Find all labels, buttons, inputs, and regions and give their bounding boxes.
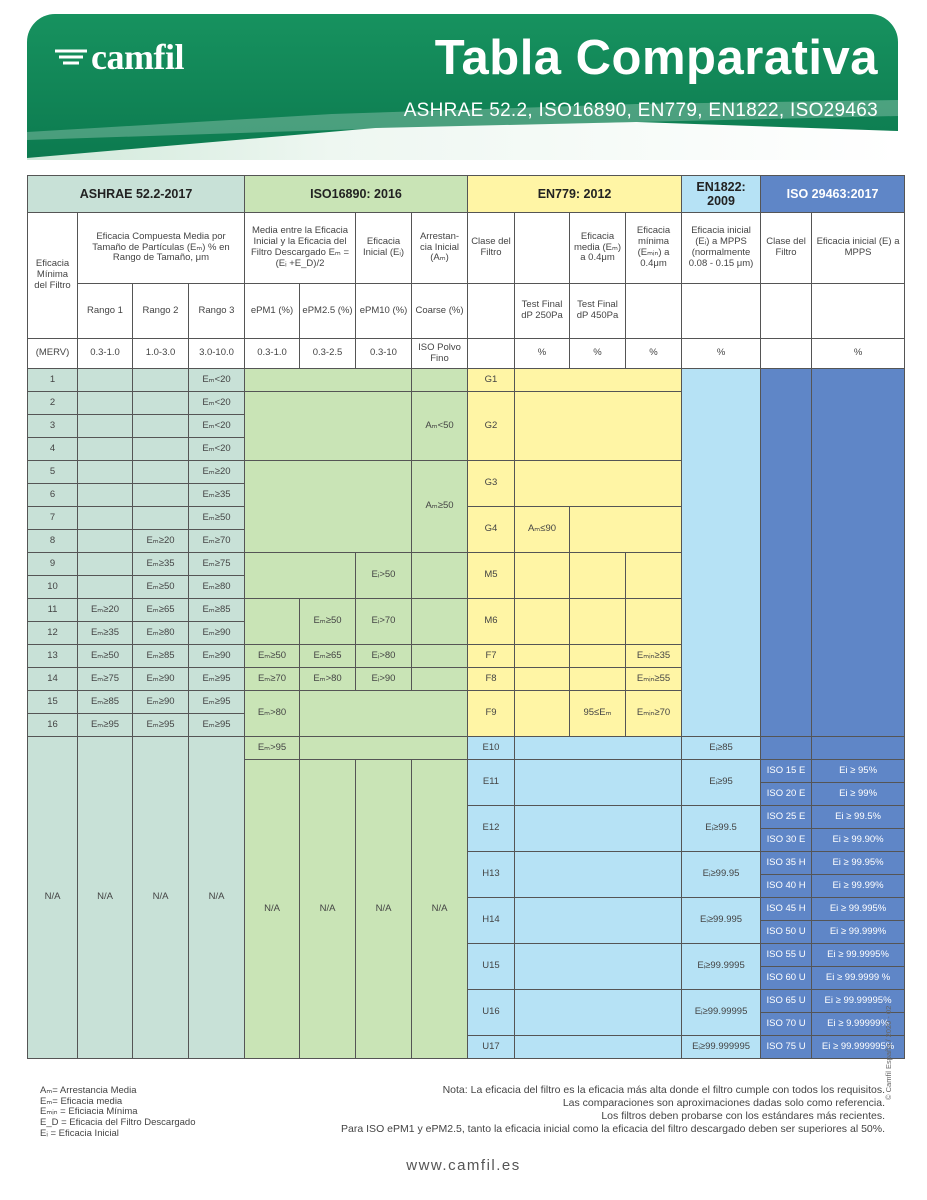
rango1-cell: Eₘ≥95: [78, 714, 133, 737]
rango2-cell: Eₘ≥90: [133, 668, 189, 691]
rango1-cell: Eₘ≥35: [78, 622, 133, 645]
rango3-cell: Eₘ≥95: [189, 668, 245, 691]
iso29463-value-cell: Ei ≥ 99.5%: [812, 806, 905, 829]
merv-cell: 8: [28, 530, 78, 553]
group-en779: EN779: 2012: [468, 176, 682, 213]
iso29463-class-cell: ISO 50 U: [761, 921, 812, 944]
epm10-cell: Eᵢ>90: [356, 668, 412, 691]
header-iso-media: Media entre la Eficacia Inicial y la Eficacia del Filtro Descargado Eₘ = (Eᵢ +E_D)/2: [245, 213, 356, 284]
header-e10: 0.3-10: [356, 339, 412, 369]
en779-empty: [515, 691, 570, 737]
iso29463-value-cell: Ei ≥ 9.99999%: [812, 1013, 905, 1036]
rango1-cell: Eₘ≥85: [78, 691, 133, 714]
en779-class-cell: E10: [468, 737, 515, 760]
en779-empty: [515, 852, 682, 898]
epm1-cell: Eₘ>95: [245, 737, 300, 760]
en779-empty: [515, 944, 682, 990]
iso29463-value-cell: Ei ≥ 99.99995%: [812, 990, 905, 1013]
rango2-cell: [133, 415, 189, 438]
rango2-cell: Eₘ≥35: [133, 553, 189, 576]
iso29463-empty: [761, 369, 812, 737]
iso29463-value-cell: Ei ≥ 95%: [812, 760, 905, 783]
rango1-cell: [78, 484, 133, 507]
na-cell: N/A: [28, 737, 78, 1059]
rango2-cell: Eₘ≥90: [133, 691, 189, 714]
note-line: Para ISO ePM1 y ePM2.5, tanto la eficacia inicial como la eficacia del filtro descargado deben ser superiores al 50%.: [341, 1123, 885, 1136]
iso29463-class-cell: ISO 70 U: [761, 1013, 812, 1036]
header-rango1: Rango 1: [78, 284, 133, 339]
header-epm1: ePM1 (%): [245, 284, 300, 339]
header-en779-media: Eficacia media (Eₘ) a 0.4μm: [570, 213, 626, 284]
group-en1822: EN1822: 2009: [682, 176, 761, 213]
merv-cell: 15: [28, 691, 78, 714]
header-test450: Test Final dP 450Pa: [570, 284, 626, 339]
merv-cell: 11: [28, 599, 78, 622]
iso29463-class-cell: ISO 15 E: [761, 760, 812, 783]
iso29463-value-cell: Ei ≥ 99%: [812, 783, 905, 806]
en1822-cell: Eᵢ≥99.99995: [682, 990, 761, 1036]
en779-media-cell: 95≤Eₘ: [570, 691, 626, 737]
logo-mark-icon: [53, 47, 89, 67]
merv-cell: 10: [28, 576, 78, 599]
en779-empty: [570, 668, 626, 691]
en779-empty: [515, 461, 682, 507]
header-empty-1: [468, 284, 515, 339]
en779-empty: [515, 599, 570, 645]
iso16890-empty: [245, 461, 412, 553]
rango2-cell: Eₘ≥85: [133, 645, 189, 668]
rango3-cell: Eₘ<20: [189, 369, 245, 392]
iso29463-value-cell: Ei ≥ 99.9995%: [812, 944, 905, 967]
en779-empty: [570, 507, 682, 553]
legend-item: E_D = Eficacia del Filtro Descargado: [40, 1116, 196, 1128]
rango3-cell: Eₘ≥75: [189, 553, 245, 576]
iso29463-class-cell: ISO 40 H: [761, 875, 812, 898]
legend: [40, 1086, 196, 1139]
en1822-cell: Eᵢ≥85: [682, 737, 761, 760]
rango2-cell: Eₘ≥95: [133, 714, 189, 737]
iso29463-value-cell: Ei ≥ 99.999%: [812, 921, 905, 944]
header-empty-4: [761, 284, 812, 339]
en1822-cell: Eᵢ≥99.9995: [682, 944, 761, 990]
header-pct-3: %: [626, 339, 682, 369]
comparison-table: [27, 175, 905, 1059]
rango3-cell: Eₘ≥50: [189, 507, 245, 530]
rango2-cell: [133, 392, 189, 415]
iso29463-value-cell: Ei ≥ 99.90%: [812, 829, 905, 852]
legend-item: Eₘ= Eficacia media: [40, 1095, 123, 1107]
rango2-cell: [133, 438, 189, 461]
merv-cell: 16: [28, 714, 78, 737]
iso16890-empty: [412, 599, 468, 645]
iso29463-value-cell: Ei ≥ 99.95%: [812, 852, 905, 875]
merv-cell: 3: [28, 415, 78, 438]
en779-class-cell: H14: [468, 898, 515, 944]
rango1-cell: [78, 530, 133, 553]
header-iso-inicial: Eficacia Inicial (Eᵢ): [356, 213, 412, 284]
epm10-cell: Eᵢ>70: [356, 599, 412, 645]
epm1-cell: Eₘ≥70: [245, 668, 300, 691]
en1822-cell: Eᵢ≥95: [682, 760, 761, 806]
rango1-cell: Eₘ≥50: [78, 645, 133, 668]
note-line: Nota: La eficacia del filtro es la eficacia más alta donde el filtro cumple con todos los requisitos.: [442, 1084, 885, 1096]
en779-media-cell: Aₘ≤90: [515, 507, 570, 553]
iso16890-empty: [245, 553, 356, 599]
merv-cell: 2: [28, 392, 78, 415]
en779-class-cell: G1: [468, 369, 515, 392]
iso29463-empty: [812, 369, 905, 737]
merv-cell: 12: [28, 622, 78, 645]
na-cell: N/A: [245, 760, 300, 1059]
rango1-cell: [78, 415, 133, 438]
iso29463-class-cell: ISO 55 U: [761, 944, 812, 967]
iso29463-class-cell: ISO 65 U: [761, 990, 812, 1013]
rango2-cell: [133, 507, 189, 530]
iso29463-class-cell: ISO 35 H: [761, 852, 812, 875]
en779-min-cell: Eₘᵢₙ≥35: [626, 645, 682, 668]
rango3-cell: Eₘ≥90: [189, 645, 245, 668]
na-cell: N/A: [300, 760, 356, 1059]
header-ashrae-desc: Eficacia Compuesta Media por Tamaño de Partículas (Eₘ) % en Rango de Tamaño, μm: [78, 213, 245, 284]
en779-class-cell: F8: [468, 668, 515, 691]
iso16890-empty: [300, 737, 468, 760]
rango3-cell: Eₘ<20: [189, 392, 245, 415]
iso29463-class-cell: ISO 25 E: [761, 806, 812, 829]
arrestancia-cell: Aₘ<50: [412, 392, 468, 461]
iso29463-empty: [812, 737, 905, 760]
rango3-cell: Eₘ≥35: [189, 484, 245, 507]
iso29463-class-cell: ISO 60 U: [761, 967, 812, 990]
rango3-cell: Eₘ≥95: [189, 714, 245, 737]
en779-min-cell: Eₘᵢₙ≥70: [626, 691, 682, 737]
en779-empty: [515, 737, 682, 760]
copyright-text: © Camfil España / 2020 - 02: [884, 1005, 893, 1100]
iso29463-value-cell: Ei ≥ 99.9999 %: [812, 967, 905, 990]
header-pct-2: %: [570, 339, 626, 369]
merv-cell: 13: [28, 645, 78, 668]
iso16890-empty: [300, 691, 468, 737]
merv-cell: 6: [28, 484, 78, 507]
iso29463-class-cell: ISO 20 E: [761, 783, 812, 806]
en779-empty: [515, 760, 682, 806]
merv-cell: 7: [28, 507, 78, 530]
arrestancia-cell: Aₘ≥50: [412, 461, 468, 553]
rango2-cell: Eₘ≥65: [133, 599, 189, 622]
en779-class-cell: H13: [468, 852, 515, 898]
en779-empty: [626, 553, 682, 599]
en779-empty: [515, 668, 570, 691]
header-r2: 1.0-3.0: [133, 339, 189, 369]
en779-class-cell: G4: [468, 507, 515, 553]
epm10-cell: Eᵢ>80: [356, 645, 412, 668]
rango1-cell: [78, 369, 133, 392]
en779-min-cell: Eₘᵢₙ≥55: [626, 668, 682, 691]
rango3-cell: Eₘ≥85: [189, 599, 245, 622]
rango1-cell: [78, 392, 133, 415]
en779-class-cell: E12: [468, 806, 515, 852]
camfil-logo: [53, 36, 184, 78]
iso29463-empty: [761, 737, 812, 760]
rango2-cell: Eₘ≥20: [133, 530, 189, 553]
rango2-cell: [133, 484, 189, 507]
header-empty-6: [468, 339, 515, 369]
rango2-cell: [133, 369, 189, 392]
header-empty-7: [761, 339, 812, 369]
header-r1: 0.3-1.0: [78, 339, 133, 369]
en779-class-cell: E11: [468, 760, 515, 806]
header-epm10: ePM10 (%): [356, 284, 412, 339]
iso16890-arrest-empty: [412, 369, 468, 392]
en779-class-cell: G3: [468, 461, 515, 507]
en779-empty: [515, 898, 682, 944]
header-empty-5: [812, 284, 905, 339]
rango3-cell: Eₘ≥20: [189, 461, 245, 484]
en779-empty: [515, 806, 682, 852]
rango3-cell: Eₘ≥90: [189, 622, 245, 645]
iso29463-value-cell: Ei ≥ 99.995%: [812, 898, 905, 921]
en779-class-cell: U15: [468, 944, 515, 990]
epm25-cell: Eₘ≥65: [300, 645, 356, 668]
rango3-cell: Eₘ<20: [189, 415, 245, 438]
en779-class-cell: F7: [468, 645, 515, 668]
en1822-cell: Eᵢ≥99.999995: [682, 1036, 761, 1059]
merv-cell: 1: [28, 369, 78, 392]
en779-empty: [515, 392, 682, 461]
legend-item: Eₘᵢₙ = Eficiacia Mínima: [40, 1106, 138, 1118]
header-en779-minima: Eficacia mínima (Eₘᵢₙ) a 0.4μm: [626, 213, 682, 284]
header-iso-arrest: Arrestan-cia Inicial (Aₘ): [412, 213, 468, 284]
na-cell: N/A: [412, 760, 468, 1059]
header-r3: 3.0-10.0: [189, 339, 245, 369]
rango3-cell: Eₘ<20: [189, 438, 245, 461]
epm25-cell: Eₘ≥50: [300, 599, 356, 645]
header-merv: (MERV): [28, 339, 78, 369]
en779-empty: [515, 369, 682, 392]
iso29463-class-cell: ISO 45 H: [761, 898, 812, 921]
rango3-cell: Eₘ≥80: [189, 576, 245, 599]
header-e25: 0.3-2.5: [300, 339, 356, 369]
header-rango3: Rango 3: [189, 284, 245, 339]
en779-class-cell: F9: [468, 691, 515, 737]
merv-cell: 5: [28, 461, 78, 484]
iso16890-empty: [412, 553, 468, 599]
rango1-cell: Eₘ≥20: [78, 599, 133, 622]
merv-cell: 9: [28, 553, 78, 576]
header-rango2: Rango 2: [133, 284, 189, 339]
iso16890-empty: [245, 369, 412, 392]
header-coarse: Coarse (%): [412, 284, 468, 339]
iso29463-value-cell: Ei ≥ 99.99%: [812, 875, 905, 898]
en779-empty: [626, 599, 682, 645]
en779-class-cell: U17: [468, 1036, 515, 1059]
na-cell: N/A: [133, 737, 189, 1059]
note-line: Los filtros deben probarse con los estándares más recientes.: [601, 1110, 885, 1123]
rango3-cell: Eₘ≥70: [189, 530, 245, 553]
en779-class-cell: M5: [468, 553, 515, 599]
en779-empty: [570, 645, 626, 668]
rango1-cell: [78, 438, 133, 461]
en1822-cell: Eᵢ≥99.995: [682, 898, 761, 944]
merv-cell: 4: [28, 438, 78, 461]
iso16890-empty: [412, 668, 468, 691]
iso16890-empty: [412, 645, 468, 668]
na-cell: N/A: [189, 737, 245, 1059]
en779-class-cell: U16: [468, 990, 515, 1036]
header-en779-clase: Clase del Filtro: [468, 213, 515, 284]
table-row: [28, 737, 905, 760]
header-iso29-desc: Eficacia inicial (E) a MPPS: [812, 213, 905, 284]
legend-item: Aₘ= Arrestancia Media: [40, 1085, 137, 1096]
header-en779-blank: [515, 213, 570, 284]
en1822-cell: Eᵢ≥99.95: [682, 852, 761, 898]
en779-empty: [570, 599, 626, 645]
header-pct-4: %: [682, 339, 761, 369]
iso29463-value-cell: Ei ≥ 99.999995%: [812, 1036, 905, 1059]
iso16890-empty: [245, 599, 300, 645]
header-test250: Test Final dP 250Pa: [515, 284, 570, 339]
header-en1822-desc: Eficacia inicial (Eᵢ) a MPPS (normalmente 0.08 - 0.15 μm): [682, 213, 761, 284]
epm10-cell: Eᵢ>50: [356, 553, 412, 599]
header-pct-5: %: [812, 339, 905, 369]
group-iso16890: ISO16890: 2016: [245, 176, 468, 213]
en779-empty: [515, 553, 570, 599]
merv-cell: 14: [28, 668, 78, 691]
rango1-cell: [78, 553, 133, 576]
iso29463-class-cell: ISO 30 E: [761, 829, 812, 852]
epm1-cell: Eₘ>80: [245, 691, 300, 737]
rango1-cell: [78, 576, 133, 599]
epm1-cell: Eₘ≥50: [245, 645, 300, 668]
en779-empty: [570, 553, 626, 599]
header-empty-2: [626, 284, 682, 339]
logo-text: camfil: [91, 37, 184, 77]
en1822-cell: Eᵢ≥99.5: [682, 806, 761, 852]
header-iso29-clase: Clase del Filtro: [761, 213, 812, 284]
group-iso29463: ISO 29463:2017: [761, 176, 905, 213]
epm25-cell: Eₘ>80: [300, 668, 356, 691]
header-merv-name: Eficacia Mínima del Filtro: [28, 213, 78, 339]
en779-empty: [515, 1036, 682, 1059]
header-isofino: ISO Polvo Fino: [412, 339, 468, 369]
rango1-cell: [78, 461, 133, 484]
na-cell: N/A: [78, 737, 133, 1059]
header-pct-1: %: [515, 339, 570, 369]
en779-class-cell: M6: [468, 599, 515, 645]
page-title: Tabla Comparativa: [434, 31, 878, 85]
en779-empty: [515, 990, 682, 1036]
website-url: www.camfil.es: [406, 1157, 521, 1174]
header-e1: 0.3-1.0: [245, 339, 300, 369]
rango2-cell: Eₘ≥50: [133, 576, 189, 599]
header-epm25: ePM2.5 (%): [300, 284, 356, 339]
iso16890-empty: [245, 392, 412, 461]
rango1-cell: [78, 507, 133, 530]
table-row: [28, 369, 905, 392]
en1822-empty: [682, 369, 761, 737]
en779-class-cell: G2: [468, 392, 515, 461]
rango1-cell: Eₘ≥75: [78, 668, 133, 691]
header-empty-3: [682, 284, 761, 339]
group-ashrae: ASHRAE 52.2-2017: [28, 176, 245, 213]
rango2-cell: [133, 461, 189, 484]
note-line: Las comparaciones son aproximaciones dadas solo como referencia.: [562, 1097, 885, 1110]
rango2-cell: Eₘ≥80: [133, 622, 189, 645]
rango3-cell: Eₘ≥95: [189, 691, 245, 714]
iso29463-class-cell: ISO 75 U: [761, 1036, 812, 1059]
page-subtitle: ASHRAE 52.2, ISO16890, EN779, EN1822, ISO29463: [403, 100, 878, 121]
legend-item: Eᵢ = Eficacia Inicial: [40, 1127, 119, 1139]
na-cell: N/A: [356, 760, 412, 1059]
header-banner: [27, 14, 898, 160]
footnote: [341, 1084, 885, 1137]
en779-empty: [515, 645, 570, 668]
